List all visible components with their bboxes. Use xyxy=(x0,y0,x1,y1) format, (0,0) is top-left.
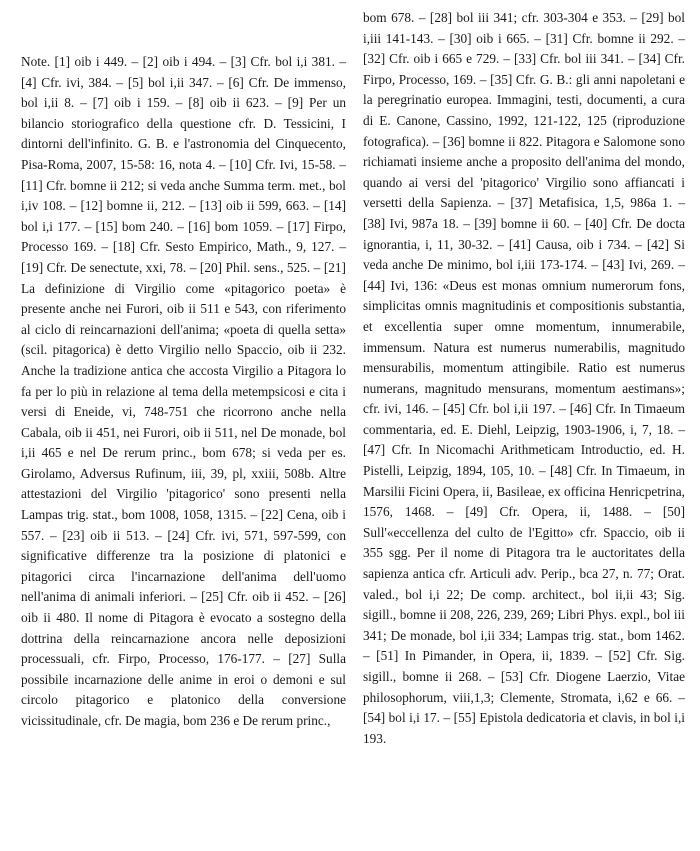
notes-right-text: bom 678. – [28] bol iii 341; cfr. 303-304 e 353. – [29] bol i,iii 141-143. – [30] oib i 665. – [31] Cfr. bomne ii 292. – [32] Cfr. oib i 665 e 729. – [33] Cfr. bol iii 341. – [34] Cfr. Firpo, Processo, 169. – [35] Cfr. G. B.: gli anni napoletani e la peregrinatio europea. Immagini, testi, documenti, a cura di E. Canone, Cassino, 1992, 121-122, 125 (riproduzione fotografica). – [36] bomne ii 822. Pitagora e Salomone sono richiamati insieme anche a proposito dell'anima del mondo, quando ai versi del 'pitagorico' Virgilio sono affiancati i versetti della Sapienza. – [37] Metafisica, 1,5, 986a 1. – [38] Ivi, 987a 18. – [39] bomne ii 60. – [40] Cfr. De docta ignorantia, i, 11, 30-32. – [41] Causa, oib i 734. – [42] Si veda anche De minimo, bol i,iii 173-174. – [43] Ivi, 269. – [44] Ivi, 136: «Deus est monas omnium numerorum fons, simplicitas omnis magnitudinis et compositionis substantia, et excellentia super omne momentum, innumerabile, immensum. Natura est numerus numerabilis, magnitudo mensurabilis, momentum attingibile. Ratio est numerus numerans, magnitudo mensurans, momentum aestimans»; cfr. ivi, 146. – [45] Cfr. bol i,ii 197. – [46] Cfr. In Timaeum commentaria, ed. E. Diehl, Leipzig, 1903-1906, i, 7, 18. – [47] Cfr. In Nicomachi Arithmeticam Introductio, ed. H. Pistelli, Leipzig, 1894, 105, 10. – [48] Cfr. In Timaeum, in Marsilii Ficini Opera, ii, Basileae, ex officina Henricpetrina, 1576, 1468. – [49] Cfr. Opera, ii, 1488. – [50] Sull'«eccellenza del culto de l'Egitto» cfr. Spaccio, oib ii 355 sgg. Per il nome di Pitagora tra le auctoritates della sapienza antica cfr. Articuli adv. Perip., bca 27, n. 77; Orat. valed., bol i,i 22; De comp. architect., bol ii,ii 43; Sig. sigill., bomne ii 208, 226, 239, 269; Libri Phys. expl., bol iii 341; De monade, bol i,ii 334; Lampas trig. stat., bom 1462. – [51] In Pimander, in Opera, ii, 1839. – [52] Cfr. Sig. sigill., bomne ii 268. – [53] Cfr. Diogene Laerzio, Vitae philosophorum, viii,1,3; Clemente, Stromata, i,62 e 66. – [54] bol i,i 17. – [55] Epistola dedicatoria et clavis, in bol i,i 193. xyxy=(363,10,685,746)
notes-page xyxy=(21,10,685,749)
notes-left-column xyxy=(21,52,346,749)
notes-left-text: Note. [1] oib i 449. – [2] oib i 494. – [3] Cfr. bol i,i 381. – [4] Cfr. ivi, 384. – [5] bol i,ii 347. – [6] Cfr. De immenso, bol i,ii 8. – [7] oib i 159. – [8] oib ii 623. – [9] Per un bilancio storiografico della questione cfr. D. Tessicini, I dintorni dell'infinito. G. B. e l'astronomia del Cinquecento, Pisa-Roma, 2007, 15-58: 16, nota 4. – [10] Cfr. Ivi, 15-58. – [11] Cfr. bomne ii 212; si veda anche Summa term. met., bol i,iv 108. – [12] bomne ii, 212. – [13] oib ii 599, 663. – [14] bol i,i 177. – [15] bom 240. – [16] bom 1059. – [17] Firpo, Processo 169. – [18] Cfr. Sesto Empirico, Math., 9, 127. – [19] Cfr. De senectute, xxi, 78. – [20] Phil. sens., 525. – [21] La definizione di Virgilio come «pitagorico poeta» è presente anche nei Furori, oib ii 511 e 543, con riferimento al ciclo di reincarnazioni dell'anima; «poeta di quella setta» (scil. pitagorica) è detto Virgilio nello Spaccio, oib ii 232. Anche la tradizione antica che accosta Virgilio a Pitagora lo fa per lo più in relazione al tema della metempsicosi e cita i versi di Eneide, vi, 748-751 che ricorrono anche nella Cabala, oib ii 451, nei Furori, oib ii 511, nel De monade, bol i,ii 465 e nel De rerum princ., bom 678; si veda per es. Girolamo, Adversus Rufinum, iii, 39, pl, xxiii, 508b. Altre attestazioni del Virgilio 'pitagorico' sono presenti nella Lampas trig. stat., bom 1008, 1058, 1315. – [22] Cena, oib i 557. – [23] oib ii 513. – [24] Cfr. ivi, 571, 597-599, con significative differenze tra la posizione di platonici e pitagorici circa l'incarnazione dell'anima dell'uomo nell'anima di animali inferiori. – [25] Cfr. oib ii 452. – [26] oib ii 480. Il nome di Pitagora è evocato a sostegno della dottrina della reincarnazione ancora nelle deposizioni processuali, cfr. Firpo, Processo, 176-177. – [27] Sulla possibile incarnazione delle anime in eroi o demoni e sul circolo pitagorico e platonico della conversione vicissitudinale, cfr. De magia, bom 236 e De rerum princ., xyxy=(21,54,346,728)
notes-right-column xyxy=(363,8,685,749)
